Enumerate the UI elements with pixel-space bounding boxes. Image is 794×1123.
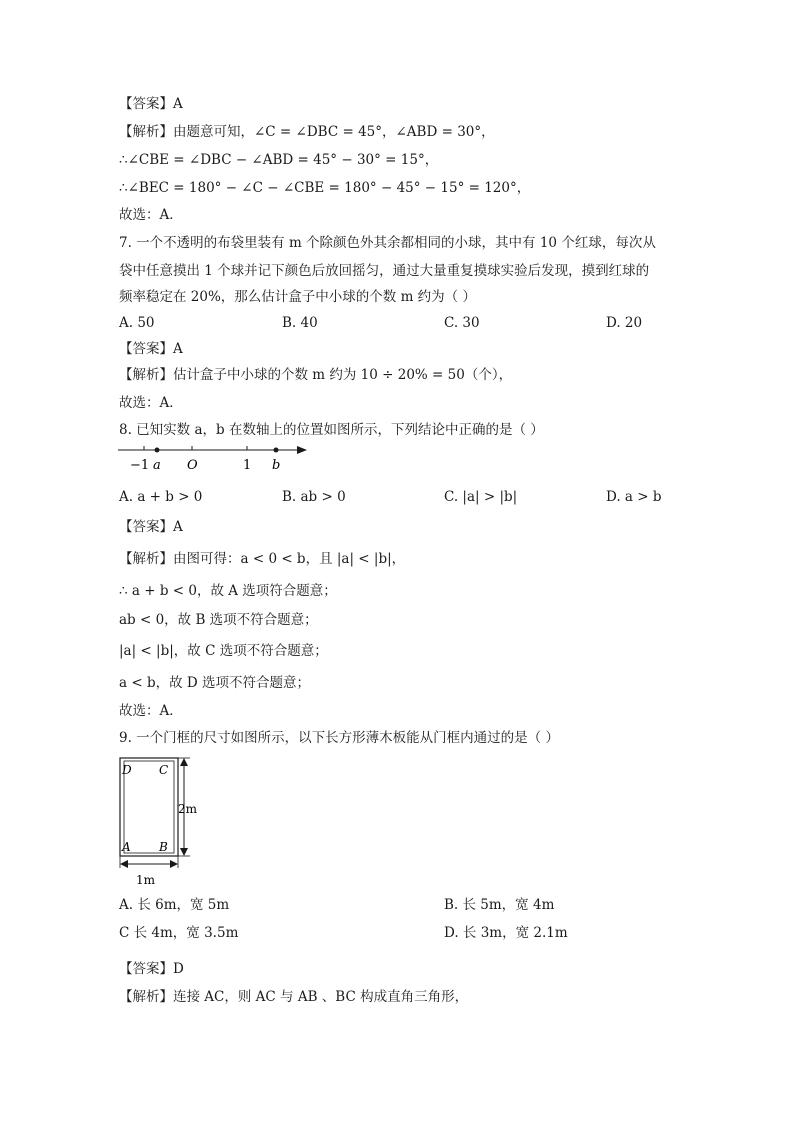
q8-option-d: D. a > b [606, 489, 662, 505]
q9-option-d: D. 长 3m，宽 2.1m [444, 925, 568, 941]
q7-option-c: C. 30 [444, 315, 480, 331]
label-height: 2m [178, 802, 198, 816]
point-b [274, 448, 279, 453]
q7-option-d: D. 20 [606, 315, 643, 331]
arrow-right-icon [170, 860, 178, 868]
label-a: A [122, 840, 131, 854]
label-b: b [272, 458, 281, 473]
q8-analysis-5: a < b，故 D 选项不符合题意； [119, 675, 310, 691]
label-b: B [159, 840, 168, 854]
q6-analysis-3: ∴∠BEC = 180° − ∠C − ∠CBE = 180° − 45° − 15° = 120°， [119, 180, 531, 196]
label-width: 1m [136, 873, 156, 887]
q9-analysis: 【解析】连接 AC，则 AC 与 AB 、BC 构成直角三角形， [119, 989, 469, 1005]
q7-option-a: A. 50 [119, 315, 155, 331]
arrow-icon [297, 446, 307, 454]
q9-stem: 9. 一个门框的尺寸如图所示，以下长方形薄木板能从门框内通过的是（ ） [119, 730, 559, 746]
point-a [155, 448, 160, 453]
q8-option-a: A. a + b > 0 [119, 489, 203, 505]
q9-option-b: B. 长 5m，宽 4m [444, 897, 555, 913]
q6-conclusion: 故选：A． [119, 207, 183, 223]
q8-option-b: B. ab > 0 [282, 489, 346, 505]
q7-answer: 【答案】A [119, 341, 183, 357]
label-d: D [122, 763, 132, 777]
q8-answer: 【答案】A [119, 519, 183, 535]
arrow-down-icon [180, 848, 188, 856]
q7-stem-1: 7. 一个不透明的布袋里装有 m 个除颜色外其余都相同的小球，其中有 10 个红球，每次从 [119, 235, 656, 251]
q6-analysis-2: ∴∠CBE = ∠DBC − ∠ABD = 45° − 30° = 15°， [119, 152, 439, 168]
label-minus-one: −1 [130, 458, 150, 473]
q8-analysis-2: ∴ a + b < 0，故 A 选项符合题意； [119, 583, 337, 599]
q9-option-c: C 长 4m，宽 3.5m [119, 925, 239, 941]
q8-analysis-4: |a| < |b|，故 C 选项不符合题意； [119, 643, 328, 659]
number-line [118, 446, 307, 473]
q9-option-a: A. 长 6m，宽 5m [119, 897, 230, 913]
q9-answer: 【答案】D [119, 961, 184, 977]
label-origin: O [187, 458, 198, 473]
arrow-up-icon [180, 758, 188, 766]
door-frame [120, 758, 198, 887]
q7-option-b: B. 40 [282, 315, 318, 331]
q7-stem-2: 袋中任意摸出 1 个球并记下颜色后放回摇匀，通过大量重复摸球实验后发现，摸到红球的 [119, 263, 650, 279]
label-a: a [153, 458, 161, 473]
q8-analysis-3: ab < 0，故 B 选项不符合题意； [119, 612, 318, 628]
q8-analysis-1: 【解析】由图可得：a < 0 < b，且 |a| < |b|， [119, 551, 406, 567]
q7-analysis: 【解析】估计盒子中小球的个数 m 约为 10 ÷ 20% = 50（个）， [119, 367, 513, 383]
arrow-left-icon [120, 860, 128, 868]
label-c: C [159, 763, 169, 777]
q8-stem: 8. 已知实数 a，b 在数轴上的位置如图所示，下列结论中正确的是（ ） [119, 422, 544, 438]
label-one: 1 [243, 458, 252, 473]
q6-analysis-1: 【解析】由题意可知，∠C = ∠DBC = 45°，∠ABD = 30°， [119, 124, 495, 140]
q6-answer: 【答案】A [119, 96, 183, 112]
number-line-figure [110, 442, 320, 476]
q7-conclusion: 故选：A． [119, 395, 183, 411]
q7-stem-3: 频率稳定在 20%，那么估计盒子中小球的个数 m 约为（ ） [119, 289, 476, 305]
q8-option-c: C. |a| > |b| [444, 489, 518, 505]
door-frame-figure [112, 752, 222, 890]
q8-conclusion: 故选：A． [119, 703, 183, 719]
